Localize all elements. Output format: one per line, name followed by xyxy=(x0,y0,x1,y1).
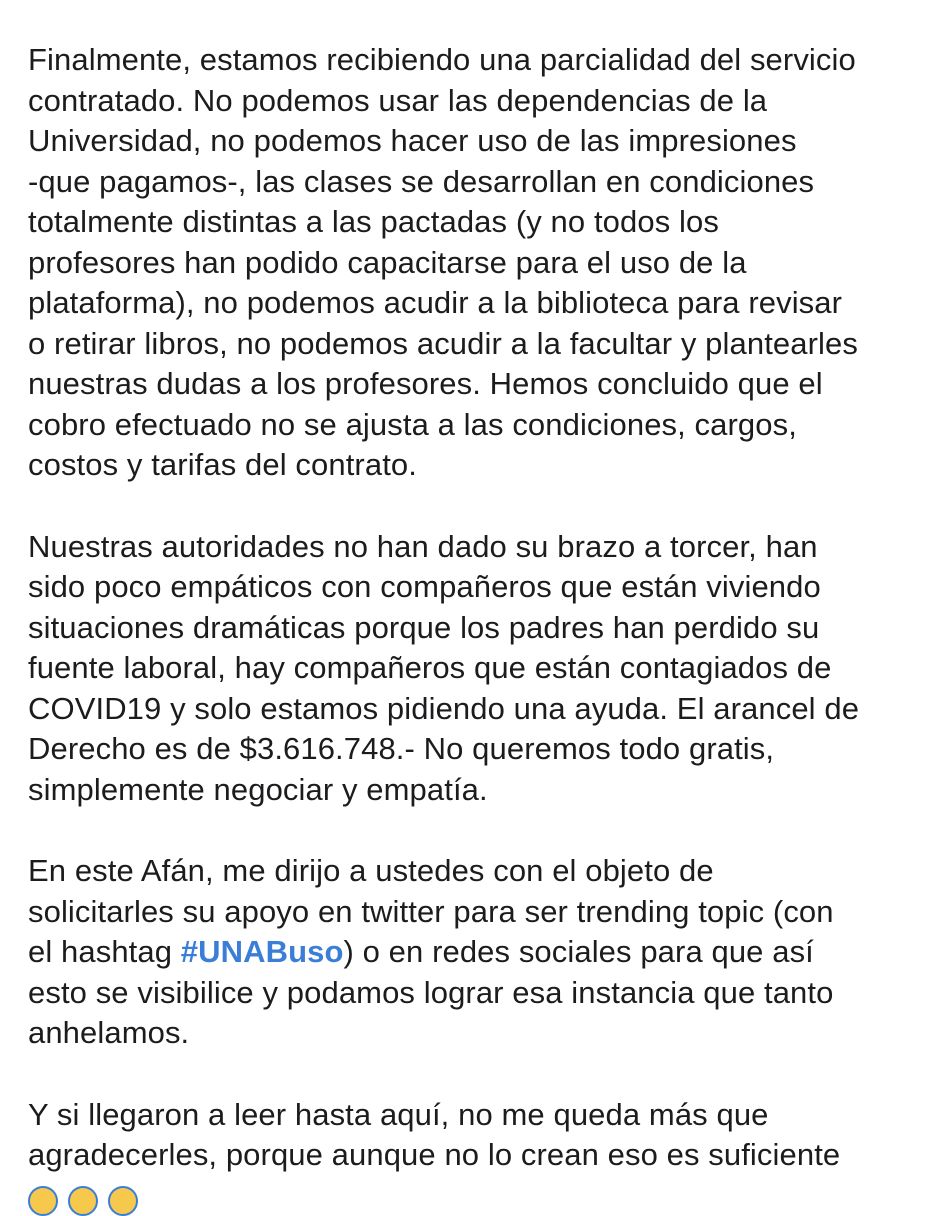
text-line: situaciones dramáticas porque los padres han perdido su xyxy=(28,609,820,645)
text-line: En este Afán, me dirijo a ustedes con el objeto de xyxy=(28,853,714,888)
paragraph-request xyxy=(28,851,913,1054)
text-line: solicitarles su apoyo en twitter para ser trending topic (con xyxy=(28,893,834,929)
emoji-row xyxy=(28,1186,138,1216)
text-line: Derecho es de $3.616.748.- No queremos todo gratis, xyxy=(28,731,775,766)
paragraph-authorities xyxy=(28,527,913,811)
emoji-icon xyxy=(68,1186,98,1216)
text-segment: el hashtag xyxy=(28,934,181,969)
text-line: sido poco empáticos con compañeros que están viviendo xyxy=(28,569,821,604)
hashtag-link[interactable]: #UNABuso xyxy=(180,934,344,969)
text-line: nuestras dudas a los profesores. Hemos concluido que el xyxy=(28,366,823,401)
emoji-icon xyxy=(28,1186,58,1216)
paragraph-service xyxy=(28,40,913,486)
text-line-hashtag xyxy=(28,932,913,973)
text-segment: ) o en redes sociales para que así xyxy=(343,934,814,969)
paragraph-gap xyxy=(28,486,913,527)
text-line: esto se visibilice y podamos lograr esa instancia que tanto xyxy=(28,974,834,1010)
text-line: contratado. No podemos usar las dependencias de la xyxy=(28,82,768,118)
paragraph-thanks xyxy=(28,1095,913,1176)
post-body xyxy=(28,40,913,1176)
paragraph-gap xyxy=(28,810,913,851)
text-line: simplemente negociar y empatía. xyxy=(28,771,488,807)
text-line: plataforma), no podemos acudir a la biblioteca para revisar xyxy=(28,285,843,320)
text-line: fuente laboral, hay compañeros que están contagiados de xyxy=(28,650,832,685)
text-line: Y si llegaron a leer hasta aquí, no me queda más que xyxy=(28,1096,769,1132)
text-line: profesores han podido capacitarse para el uso de la xyxy=(28,244,747,280)
text-line: COVID19 y solo estamos pidiendo una ayuda. El arancel de xyxy=(28,690,860,726)
text-line: o retirar libros, no podemos acudir a la facultar y plantearles xyxy=(28,325,858,361)
text-line: costos y tarifas del contrato. xyxy=(28,447,417,482)
text-line: -que pagamos-, las clases se desarrollan en condiciones xyxy=(28,163,815,199)
text-line: Nuestras autoridades no han dado su brazo a torcer, han xyxy=(28,528,818,564)
text-line: anhelamos. xyxy=(28,1015,190,1050)
text-line: Finalmente, estamos recibiendo una parcialidad del servicio xyxy=(28,42,856,77)
emoji-icon xyxy=(108,1186,138,1216)
text-line: totalmente distintas a las pactadas (y no todos los xyxy=(28,204,719,239)
text-line: agradecerles, porque aunque no lo crean eso es suficiente xyxy=(28,1137,841,1172)
text-line: cobro efectuado no se ajusta a las condiciones, cargos, xyxy=(28,406,797,442)
paragraph-gap xyxy=(28,1054,913,1095)
text-line: Universidad, no podemos hacer uso de las impresiones xyxy=(28,123,797,158)
